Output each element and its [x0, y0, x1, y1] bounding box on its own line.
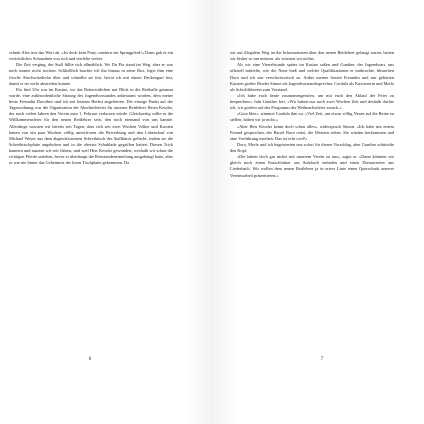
- page-number: 6: [88, 357, 92, 362]
- left-page-text: [9, 50, 173, 166]
- paragraph: Als wir eine Viertelstunde später im Kasino saßen und Gunther, der Jugendwart, uns offiziell mitteilte, wie der Neue hieß und welche Qualifikationen er mitbrachte, blinzelten Doro und ich uns verschwörerisch zu. Außer meiner besten Freundin und mir gehörten Karsten großer Bruder Simon als Jugendvorstandssprecher, Cordula als Kassiererin und Merle als Schriftführerin zum Vorstand.: [230, 62, 395, 92]
- paragraph: »Die haben doch gar nichts mit unserem Verein zu tun«, sagte er. »Dann könnten wir gleich noch einen Kutschfahrer aus Sulzbach einladen und einen Dressurreiter aus Liederbach. Wir wollen dem neuen Reitlehrer ja in erster Linie einen Querschnitt unserer Vereinsarbeit präsentieren.«: [230, 154, 394, 178]
- paragraph: Für fünf Uhr war im Kasino, wo das Reiterstübchen mit Blick in die Reithalle genannt wurde, eine außerordentliche Sitzung des Jugendvorstandes anberaumt worden, dem meine beste Freundin Dorothee und ich seit letztem Herbst angehörten. Der einzige Punkt auf der Tagesordnung war die Organisation der Abschiedsfeier für unseren Reitlehrer Herrn Kessler, der nach vielen Jahren den Verein zum 1. Februar verlassen würde. Gleichzeitig sollte es die Willkommensfeier für den neuen Reitlehrer sein, den noch niemand von uns kannte. Allerdings wussten wir bereits seit Tagen, dass sich seit zwei Wochen Volker und Karsten hatten von ein paar Wochen völlig unverfroren die Bewerbung und den Lebenslauf von Michael Weyer aus dem abgeschlossenen Schreibtisch des Stallbüros gefischt, indem sie die Schreibtischplatte angehoben und in die oberste Schublade gegriffen hatten. Diesen Trick kannten und nutzten wir seit Jahren, und weil Herr Kessler gewundert, weshalb wir schon die richtigen Pferde sattelten, bevor er überhaupt die Reitstundeneinteilung ausgehängt hatte, aber er war nie hinter das Geheimnis der losen Tischplatte gekommen. Da: [9, 86, 173, 166]
- paragraph: wir auf illegalem Weg an die Informationen über den neuen Reitlehrer gelangt waren, hatten wir bisher so tun müssen, als wüssten wir nichts.: [230, 50, 394, 62]
- paragraph: Die Zeit verging, der Stall füllte sich allmählich. Wo Du Pia stand im Weg, aber er war noch immer nicht trocken. Schließlich brachte ich ihn hinaus in seine Box, legte ihm eine frische Abschwitzdecke über und schnallte sie fest, bevor ich mit einem Deckengurt fest, damit er sie nicht abstreifen konnte.: [9, 62, 173, 86]
- paragraph: »Gute Idee«, stimmte Cordula ihm zu. »Viel Zeit, um etwas völlig Neues auf die Beine zu stellen, haben wir ja nicht.«: [230, 111, 394, 123]
- paragraph: »Aber Herr Kessler kennt doch schon alles«, widersprach Simon. »Ich habe mit einem Freund gesprochen, der Barrel Race reitet, die Western reiten. Sie würden herkommen und eine Vorführung machen. Das ist echt cool!«: [230, 123, 394, 141]
- paragraph: »Ich habe euch heute zusammengerufen, um mit euch den Ablauf der Feier zu besprechen«, fuhr Gunther fort. »Wir haben nur noch zwei Wochen Zeit und deshalb dachte ich, wir greifen auf das Programm der Weihnachtsfeier zurück.«: [230, 92, 394, 111]
- paragraph: Doro, Merle und ich begeisterten uns sofort für diesen Vorschlag, aber Gunther schüttelte den Kopf.: [230, 141, 394, 153]
- right-page: [212, 0, 424, 424]
- page-number: 7: [320, 357, 324, 362]
- right-page-text: [230, 50, 394, 179]
- paragraph: schnitt Alex mir das Wort ab. »Ist doch kein Pony, sondern ein Springpferd!« Dann gab er ein verächtliches Schnauben von sich und stiefelte weiter.: [9, 50, 173, 62]
